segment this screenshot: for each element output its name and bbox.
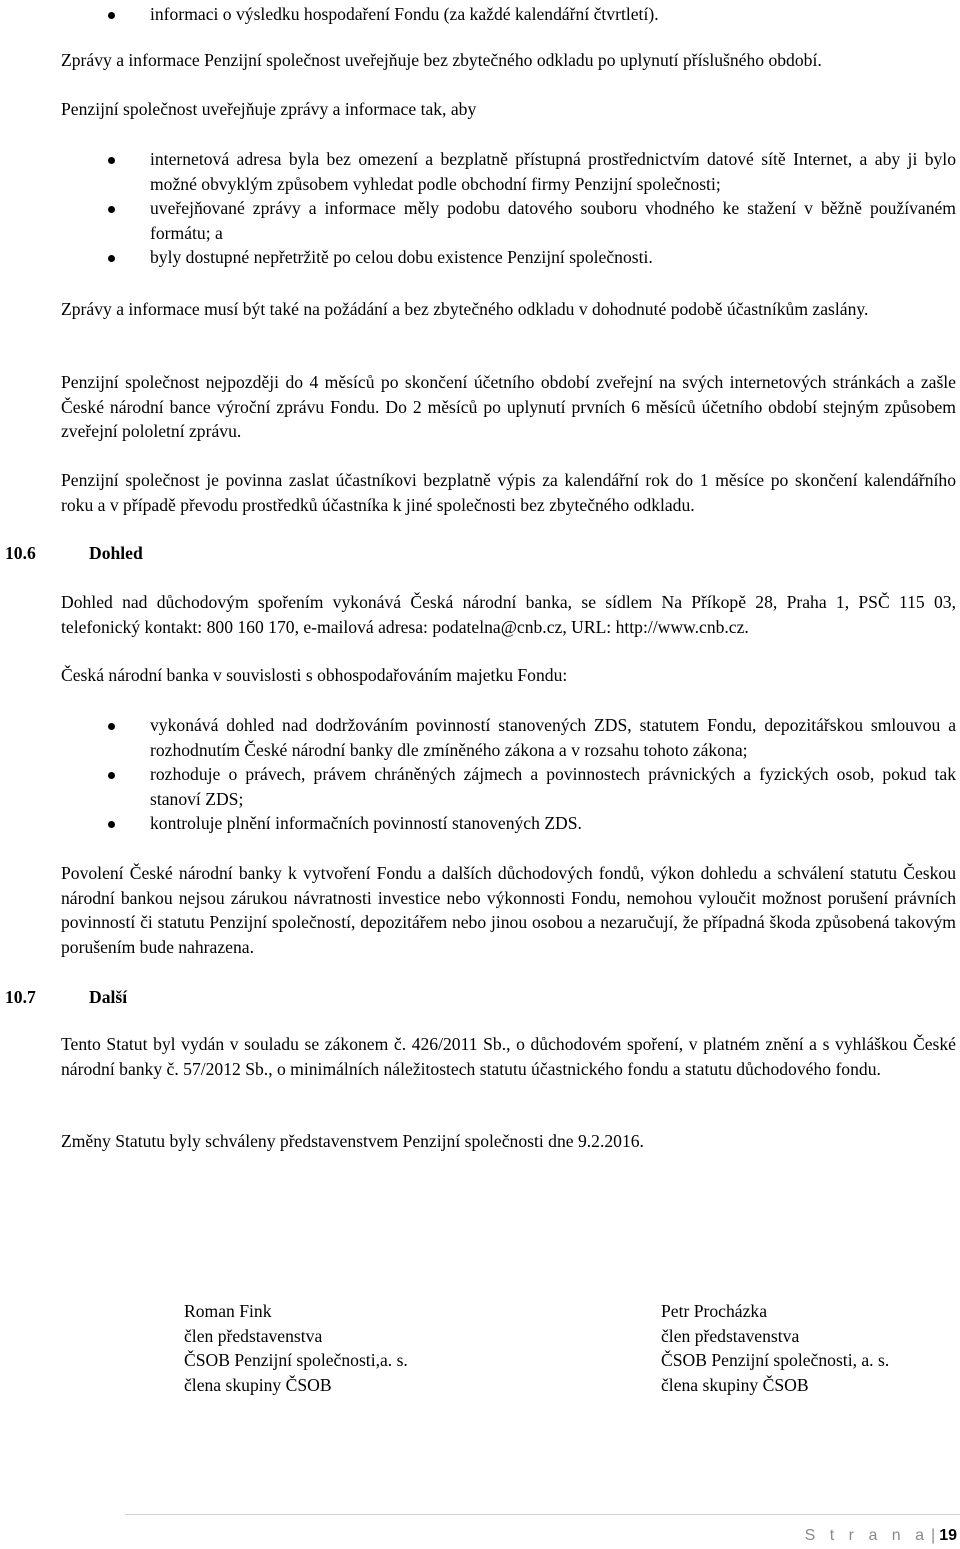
- publication-conditions-list: [150, 147, 956, 270]
- section-heading-10-6: [5, 541, 143, 566]
- list-item: informaci o výsledku hospodaření Fondu (za každé kalendářní čtvrtletí).: [150, 2, 956, 27]
- signatory-role: člen představenstva: [184, 1325, 323, 1346]
- paragraph-disclaimer: Povolení České národní banky k vytvoření Fondu a dalších důchodových fondů, výkon dohledu a schválení statutu Českou národní bankou nejsou zárukou návratnosti investice nebo výkonnosti Fondu, nemohou vyloučit možnost porušení právních povinností či statutu Penzijní společností, depozitářem nebo jinou osobou a nezaručují, že případná škoda způsobená takovým porušením bude nahrazena.: [61, 863, 956, 957]
- signatory-group: člena skupiny ČSOB: [184, 1374, 332, 1395]
- list-item: internetová adresa byla bez omezení a bezplatně přístupná prostřednictvím datové sítě Internet, a aby ji bylo možné obvyklým způsobem vyhledat podle obchodní firmy Penzijní společnosti;: [150, 147, 956, 196]
- bullet-icon: [108, 206, 115, 213]
- bullet-icon: [108, 821, 115, 828]
- section-number: 10.7: [5, 987, 36, 1007]
- signatory-name: Petr Procházka: [661, 1301, 768, 1321]
- paragraph-publication-timing: Zprávy a informace Penzijní společnost uveřejňuje bez zbytečného odkladu po uplynutí příslušného období.: [61, 50, 822, 70]
- bullet-icon: [108, 723, 115, 730]
- signatory-company: ČSOB Penzijní společnosti,a. s.: [184, 1350, 408, 1370]
- signatory-group: člena skupiny ČSOB: [661, 1374, 809, 1395]
- section-number: 10.6: [5, 543, 36, 563]
- bullet-icon: [108, 772, 115, 779]
- paragraph-annual-report: Penzijní společnost nejpozději do 4 měsíců po skončení účetního období zveřejní na svých internetových stránkách a zašle České národní bance výroční zprávu Fondu. Do 2 měsíců po uplynutí prvních 6 měsíců účetního období stejným způsobem zveřejní pololetní zprávu.: [61, 372, 956, 441]
- cnb-duties-list: [150, 713, 956, 836]
- page-footer: [805, 1524, 957, 1549]
- page-number: 19: [939, 1527, 957, 1544]
- signatory-company: ČSOB Penzijní společnosti, a. s.: [661, 1350, 890, 1370]
- footer-divider: [125, 1514, 960, 1515]
- list-item: byly dostupné nepřetržitě po celou dobu existence Penzijní společnosti.: [150, 245, 956, 270]
- paragraph-publication-intro: Penzijní společnost uveřejňuje zprávy a informace tak, aby: [61, 99, 477, 119]
- paragraph-supervision: Dohled nad důchodovým spořením vykonává Česká národní banka, se sídlem Na Příkopě 28, Praha 1, PSČ 115 03, telefonický kontakt: 800 160 170, e-mailová adresa: podatelna@cnb.cz, URL: http://www.cnb.cz.: [61, 592, 956, 637]
- signature-block-right: [661, 1299, 960, 1397]
- page-label: S t r a n a: [804, 1527, 930, 1544]
- paragraph-approval-date: Změny Statutu byly schváleny představenstvem Penzijní společnosti dne 9.2.2016.: [61, 1131, 644, 1151]
- signatory-role: člen představenstva: [661, 1325, 800, 1346]
- paragraph-on-request: Zprávy a informace musí být také na požádání a bez zbytečného odkladu v dohodnuté podobě účastníkům zaslány.: [61, 299, 869, 319]
- bullet-icon: [108, 157, 115, 164]
- bullet-icon: [108, 255, 115, 262]
- signature-block-left: [184, 1299, 484, 1397]
- page-separator: |: [931, 1527, 936, 1544]
- paragraph-statute-legal-basis: Tento Statut byl vydán v souladu se zákonem č. 426/2011 Sb., o důchodovém spoření, v platném znění a s vyhláškou České národní banky č. 57/2012 Sb., o minimálních náležitostech statutu účastnického fondu a statutu důchodového fondu.: [61, 1034, 956, 1079]
- paragraph-statement: Penzijní společnost je povinna zaslat účastníkovi bezplatně výpis za kalendářní rok do 1 měsíce po skončení kalendářního roku a v případě převodu prostředků účastníka k jiné společnosti bez zbytečného odkladu.: [61, 470, 956, 515]
- list-item: kontroluje plnění informačních povinností stanovených ZDS.: [150, 811, 956, 836]
- list-item: uveřejňované zprávy a informace měly podobu datového souboru vhodného ke stažení v běžně používaném formátu; a: [150, 196, 956, 245]
- section-title: Dohled: [89, 543, 143, 563]
- bullet-icon: [108, 12, 115, 19]
- list-item: vykonává dohled nad dodržováním povinností stanovených ZDS, statutem Fondu, depozitářskou smlouvou a rozhodnutím České národní banky dle zmíněného zákona a v rozsahu tohoto zákona;: [150, 713, 956, 762]
- section-heading-10-7: [5, 985, 127, 1010]
- signatory-name: Roman Fink: [184, 1301, 272, 1321]
- section-title: Další: [89, 987, 128, 1007]
- paragraph-cnb-intro: Česká národní banka v souvislosti s obhospodařováním majetku Fondu:: [61, 665, 568, 685]
- top-bullet-list: [150, 2, 956, 27]
- list-item: rozhoduje o právech, právem chráněných zájmech a povinnostech právnických a fyzických osob, pokud tak stanoví ZDS;: [150, 762, 956, 811]
